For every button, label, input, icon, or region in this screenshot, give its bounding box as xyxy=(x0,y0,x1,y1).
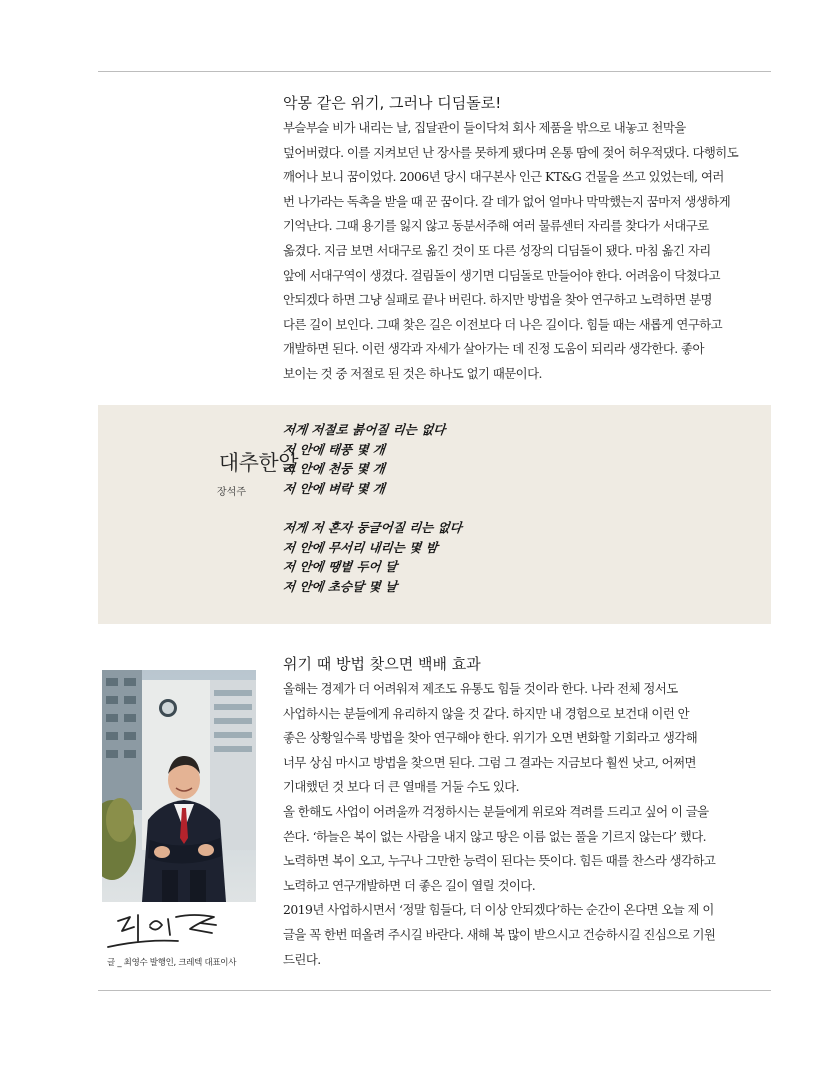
body-line: 2019년 사업하시면서 ‘정말 힘들다, 더 이상 안되겠다’하는 순간이 온다면 오늘 제 이 xyxy=(283,902,714,918)
poem-text xyxy=(283,420,462,596)
body-line: 좋은 상황일수록 방법을 찾아 연구해야 한다. 위기가 오면 변화할 기회라고 생각해 xyxy=(283,730,698,746)
poem-line: 저 안에 천둥 몇 개 xyxy=(282,461,386,476)
body-line: 노력하고 연구개발하면 더 좋은 길이 열릴 것이다. xyxy=(283,877,536,893)
poem-line: 저게 저 혼자 둥글어질 리는 없다 xyxy=(282,520,463,535)
body-line: 옮겼다. 지금 보면 서대구로 옮긴 것이 또 다른 성장의 디딤돌이 됐다. 마침 옮긴 자리 xyxy=(283,242,711,258)
author-photo-illustration xyxy=(102,670,256,902)
section-title-crisis: 악몽 같은 위기, 그러나 디딤돌로! xyxy=(283,94,502,112)
poem-title: 대추한알 xyxy=(218,451,298,475)
body-line: 글을 꼭 한번 떠올려 주시길 바란다. 새해 복 많이 받으시고 건승하시길 진심으로 기원 xyxy=(283,926,716,942)
section-body-crisis xyxy=(283,116,773,387)
body-line: 보이는 것 중 저절로 된 것은 하나도 없기 때문이다. xyxy=(283,365,542,381)
poem-author: 장석주 xyxy=(217,487,246,498)
signature-svg xyxy=(104,905,244,955)
body-line: 부슬부슬 비가 내리는 날, 집달관이 들이닥쳐 회사 제품을 밖으로 내놓고 천막을 xyxy=(283,120,686,135)
body-line: 앞에 서대구역이 생겼다. 걸림돌이 생기면 디딤돌로 만들어야 한다. 어려움이 닥쳤다고 xyxy=(283,267,720,283)
body-line: 깨어나 보니 꿈이었다. 2006년 당시 대구본사 인근 KT&G 건물을 쓰고 있었는데, 여러 xyxy=(283,169,724,185)
poem-line: 저 안에 태풍 몇 개 xyxy=(282,441,386,457)
signature-mark xyxy=(104,905,244,955)
body-line: 너무 상심 마시고 방법을 찾으면 된다. 그럼 그 결과는 지금보다 훨씬 낫고, 어쩌면 xyxy=(283,754,696,770)
poem-line: 저 안에 땡볕 두어 달 xyxy=(282,559,398,574)
body-line: 안되겠다 하면 그냥 실패로 끝나 버린다. 하지만 방법을 찾아 연구하고 노력하면 분명 xyxy=(283,292,712,308)
body-line: 덮어버렸다. 이를 지켜보던 난 장사를 못하게 됐다며 온통 땀에 젖어 허우적댔다. 다행히도 xyxy=(283,144,739,160)
poem-line: 저 안에 벼락 몇 개 xyxy=(282,480,386,496)
body-line: 기억난다. 그때 용기를 잃지 않고 동분서주해 여러 물류센터 자리를 찾다가 서대구로 xyxy=(283,218,709,234)
stanza-gap xyxy=(283,498,462,518)
bottom-divider xyxy=(98,990,771,991)
author-photo xyxy=(102,670,256,902)
body-line: 쓴다. ‘하늘은 복이 없는 사람을 내지 않고 땅은 이름 없는 풀을 기르지 않는다’ 했다. xyxy=(283,828,707,844)
poem-line: 저 안에 초승달 몇 날 xyxy=(282,578,398,594)
top-divider xyxy=(98,71,771,72)
body-line: 번 나가라는 독촉을 받을 때 꾼 꿈이다. 갈 데가 없어 얼마나 막막했는지 꿈마저 생생하게 xyxy=(283,193,731,209)
section-body-method xyxy=(283,677,773,972)
section-title-method: 위기 때 방법 찾으면 백배 효과 xyxy=(283,655,481,673)
body-line: 다른 길이 보인다. 그때 찾은 길은 이전보다 더 나은 길이다. 힘들 때는 새롭게 연구하고 xyxy=(283,316,723,332)
body-line: 노력하면 복이 오고, 누구나 그만한 능력이 된다는 뜻이다. 힘든 때를 찬스라 생각하고 xyxy=(283,853,716,869)
body-line: 드린다. xyxy=(283,951,321,967)
poem-line: 저 안에 무서리 내리는 몇 밤 xyxy=(282,539,439,555)
body-line: 개발하면 된다. 이런 생각과 자세가 살아가는 데 진정 도움이 되리라 생각한다. 좋아 xyxy=(283,341,704,357)
author-caption: 글 _ 최영수 발행인, 크레텍 대표이사 xyxy=(107,958,237,968)
body-line: 사업하시는 분들에게 유리하지 않을 것 같다. 하지만 내 경험으로 보건대 이런 안 xyxy=(283,705,690,721)
body-line: 올 한해도 사업이 어려울까 걱정하시는 분들에게 위로와 격려를 드리고 싶어 이 글을 xyxy=(283,803,709,819)
body-line: 올해는 경제가 더 어려워져 제조도 유통도 힘들 것이라 한다. 나라 전체 정서도 xyxy=(283,681,678,696)
body-line: 기대했던 것 보다 더 큰 열매를 거둘 수도 있다. xyxy=(283,779,520,795)
poem-line: 저게 저절로 붉어질 리는 없다 xyxy=(282,422,447,437)
